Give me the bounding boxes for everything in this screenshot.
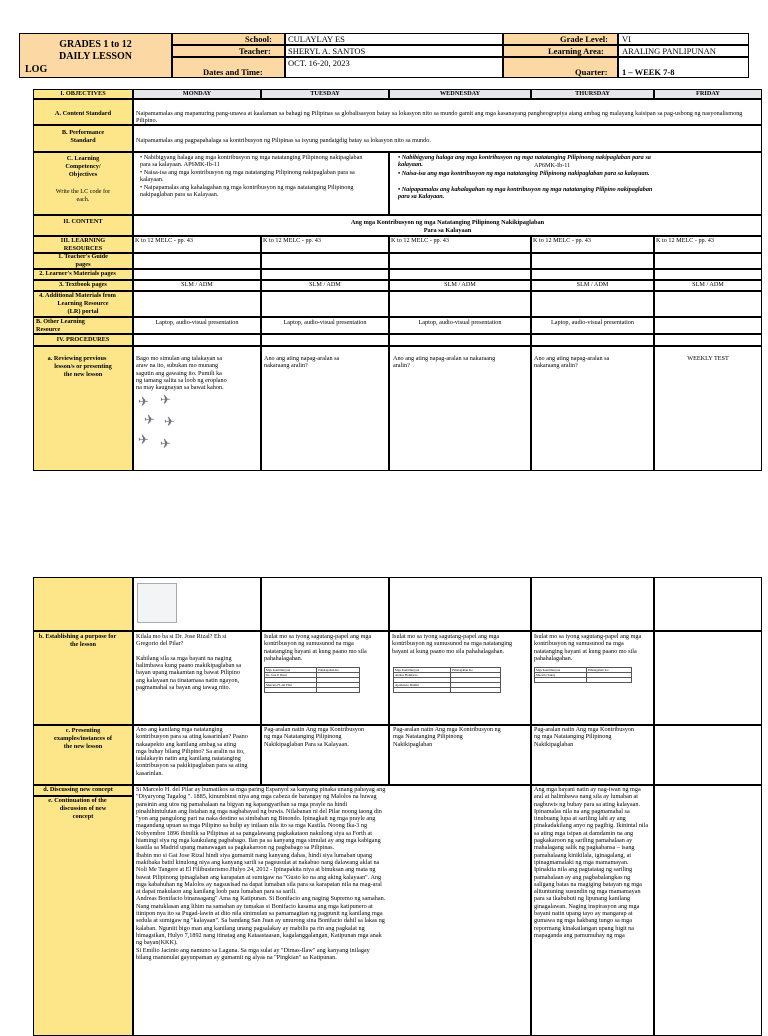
mini-head: Mga Kontribusyon <box>394 668 451 673</box>
school-value: CULAYLAY ES <box>288 34 345 44</box>
day-monday: MONDAY <box>182 90 212 97</box>
purpose-label-2: the lesson <box>69 641 97 648</box>
worksheet-thumbnail <box>137 583 177 623</box>
continued-thu-cell <box>531 577 654 631</box>
laptop-wed: Laptop, audio-visual presentation <box>418 319 502 326</box>
grade-value: VI <box>622 34 631 44</box>
tg-wed <box>389 253 531 269</box>
continuation-label-2: discussion of new <box>59 805 107 812</box>
purpose-wed: Isulat mo sa iyong sagutang-papel ang mga kontribusyon ng sumusunod na mga natatanging bayani at kung paano mo sila pahahalagahan. <box>392 633 513 655</box>
competency-left-1: • Nabibigyang halaga ang mga kontribusyon ng mga natatanging Pilipinong nakipaglaban para sa kalayaan. AP6MK-Ib-11 <box>140 154 363 169</box>
discussion-main: Si Marcelo H. del Pilar ay bumatikos sa mga paring Espanyol sa kanyang pinaka unang pahayag ang "Diyaryong Tagalog ". 1885, kinumbinsi niya ang mga cabeza de barangay ng Malolos na huwag pansinin ang utos ng pamahalaan na bigyan ng kapangyarihan sa mga prayle na hindi pinahihintulutan ang listahan ng mga nagbabayad ng buwis. Nilabanan ni del Pilar noong taong din "yon ang pangulong pari na naka destino sa simbahan ng Binondo. Ipinagkait ng mga prayle ang magandang upuan sa mga Pilipino sa hulip ay inilaan nila ito sa mga Kastila. Noong Ika-3 ng Nobyembre 1896 ibinilik sa Pilipinas at sa pangalawang pagkakataon nakulong siya sa Forth at hiamingi siya ng mga kaukulang pagbabago. Ilan pa sa kanyang mga simulat ay ang mga kabigang kastila sa Madrid upang manawagan sa pagkakaroon ng pagbabago sa Pilipinas. Ibabin mo si Gat Jose Rizal hindi siya gumamit nang kanyang dahas, hindi siya lumaban upang makibaka batid kinulong niya ang kanyang sarili sa pagsusulat at nakabuo nang dalawang aklat na Noli Me Tangere at El Filibusterismo.Hulyo 24, 2012 - Ipinapakita niya at binuksan ang mata ng bawat Pilipinong ipinaglaban ang karapatan at sumigaw na "Gusto ko na ang aking kalayaan". Ang mga kabahuhan ng Malolos ay nagsusisad na dapat lumaban sila para sa karapatan nila na mag-aral at dapat makulaon ang kanilang loob para lumaban para sa sarili. Andreas Bonifacio binansagang" Ama ng Katipunan. Si Bonifacio ang naging Supremo ng samahan. Nang matuklasan ang lihim na samahan ay tumakas si Bonifacio kasama ang mga katipunero at itinipon nya ito sa Pugad-lawin at dito nila sinimulan sa pamamagitan ng pagpunit ng kanilang mga sedula at sumigaw ng "kalayaan". Sa bandang San Juan ay umurong sina Bonifacio dahil sa lakas ng kalaban. Nguniit bigo man ang kanilang unang pagsalakay ay mabilis pa rin ang pagkalat ng himagsikan, Hulyo 7,1892 nang itinatag ang Kataastaasan, kagalanggalangan, Katipunan mga anak ng bayan(KKK). Si Emilio Jacinto ang namuno sa Laguna. Sa mga sulat ay "Dimas-Ilaw" ang kanyang inilagay bilang manunulat gayunpaman ay gumamit ng alyas na "Pingkian" sa Katipunan. <box>136 786 386 961</box>
laptop-tue: Laptop, audio-visual presentation <box>283 319 367 326</box>
competency-left-3: • Naipapamalas ang kahalagahan ng mga kontribusyon ng mga natatanging Pilipinong nakipaglaban para sa Kalayaan. <box>140 184 354 199</box>
purpose-fri-cell <box>654 631 762 725</box>
performance-text: Naipamamalas ang pagpapahalaga sa kontribusyon ng Pilipinas sa isyung pandaigdig batay sa lokasyon nito sa mundo. <box>136 137 431 144</box>
competency-right-2: • Naisa-isa ang mga kontribusyon ng mga natatanging Pilipinong nakipaglaban para sa kalayaan. <box>398 170 650 177</box>
content-line-2: Para sa Kalayaan <box>423 227 472 234</box>
content-standard-label: A. Content Standard <box>54 110 112 117</box>
continuation-label-3: concept <box>72 813 94 820</box>
discussion-thu: Ang mga bayani natin ay nag-iwan ng mga aral at halimbawa nang sila ay lumaban at nagbuwis ng buhay para sa ating kalayaan. Ipinamalas nila na ang pagmamahal sa tinubuang lupa at sariling lahi ay ang pinakadakilang anyo ng pagibig. Ikinintal nila sa ating mga isipan at damdamin na ang pagkakaroon ng sariling pamahalaan ay mahalagang salik ng pagkabansa – isang pamahalaang kinikilala, iginagalang, at ipinagmamalaki ng mga mamamayan. Ipinakita nila ang pagtatatag ng sariling pamahalaan ay ang pagbabalangkas ng saligang batas na magiging batayan ng mga alituntuning susundin ng mga mamamayan para sa ikabubuti ng lipunang kanilang ginagalawan. Naging inspirasyon ang mga bayani natin upang tayo ay mangarap at gumawa ng mga hakbang tungo sa mga repormang kinakailangan upang higit na mapaganda ang pamumuhay ng mga <box>534 786 649 939</box>
competency-right-code: AP6MK-Ib-11 <box>534 162 571 169</box>
reviewing-fri-cell <box>654 346 762 471</box>
content-label: II. CONTENT <box>63 218 103 225</box>
procedures-label: IV. PROCEDURES <box>56 336 110 343</box>
competency-label-4: Write the LC code for <box>55 188 111 195</box>
mini-head: Pahalagahan Ko <box>451 668 501 673</box>
dates-label: Dates and Time: <box>203 67 263 77</box>
mini-head: Mga Kontribusyon <box>535 668 587 673</box>
mini-head: Mga Kontribusyon <box>265 668 317 673</box>
lm-mon <box>133 269 261 280</box>
contribution-table-tue <box>264 667 360 693</box>
performance-label-1: B. Performance <box>61 129 105 136</box>
grade-value-cell <box>618 33 749 45</box>
reviewing-fri: WEEKLY TEST <box>687 355 729 362</box>
reviewing-label-1: a. Reviewing previous <box>47 355 107 362</box>
additional-label-2: Learning Resource <box>57 300 109 307</box>
area-label: Learning Area: <box>548 46 604 56</box>
additional-wed <box>389 291 531 317</box>
competency-label-3: Objectives <box>68 171 98 178</box>
additional-mon <box>133 291 261 317</box>
melc-tue: K to 12 MELC - pp. 43 <box>263 237 321 244</box>
procedures-wed <box>389 334 531 346</box>
purpose-mon: Kilala mo ba si Dr. Jose Rizal? Eh si Gregorio del Pilar? Kabilang sila sa mga bayani na naging halimbawa kung paano makikipaglaban sa bayan upang makamtan ng bawat Pilipino ang kalayaan na tinatamasa natin ngayon, pagmamahal sa bayan ang tawag nito. <box>136 633 242 692</box>
melc-mon: K to 12 MELC - pp. 43 <box>135 237 193 244</box>
mini-cell: Andres Bonifacio <box>394 673 451 678</box>
grade-label: Grade Level: <box>560 34 608 44</box>
performance-label-2: Standard <box>70 137 96 144</box>
presenting-label-1: c. Presenting <box>65 727 101 734</box>
airplane-icon: ✈ <box>160 436 171 451</box>
lm-wed <box>389 269 531 280</box>
objectives-label: I. OBJECTIVES <box>60 90 106 97</box>
day-friday: FRIDAY <box>696 90 720 97</box>
teacher-label: Teacher: <box>239 46 271 56</box>
content-standard-text: Naipamamalas ang mapanuring pang-unawa at kaalaman sa bahagi ng Pilipinas sa globalisasyon batay sa lokasyon nito sa mundo gamit ang mga kasanayang pangheograpiya atang ambag ng malayang kaisipan sa pag-usbong ng nasyonalismong Pilipino. <box>136 110 743 125</box>
dates-value: OCT. 16-20, 2023 <box>288 58 350 68</box>
competency-left-2: • Naisa-isa ang mga kontribusyon ng mga natatanging Pilipinong nakipaglaban para sa kalayaan. <box>140 169 355 184</box>
contribution-table-thu <box>534 667 632 683</box>
presenting-thu: Pag-aralan natin Ang mga Kontribusyon ng mga Natatanging Pilipinong Nakikipaglaban <box>534 726 635 748</box>
reviewing-wed: Ano ang ating napag-aralan sa nakaraang aralin? <box>393 355 496 370</box>
continued-fri-cell <box>654 577 762 631</box>
additional-tue <box>261 291 389 317</box>
continued-label-cell <box>33 577 133 631</box>
discussing-label: d. Discussing new concept <box>43 786 113 793</box>
presenting-label-3: the new lesson <box>63 743 103 750</box>
competency-label-2: Competency/ <box>65 163 101 170</box>
laptop-thu: Laptop, audio-visual presentation <box>551 319 634 326</box>
school-label: School: <box>245 34 272 44</box>
laptop-fri-cell <box>654 317 762 334</box>
resources-label-1: III. LEARNING <box>60 237 106 244</box>
area-value: ARALING PANLIPUNAN <box>622 46 716 56</box>
tg-fri <box>654 253 762 269</box>
presenting-wed: Pag-aralan natin Ang mga Kontribusyon ng mga Natatanging Pilipinong Nakikipaglaban <box>393 726 501 748</box>
additional-thu <box>531 291 654 317</box>
slm-fri: SLM / ADM <box>692 281 724 288</box>
other-label-1: B. Other Learning <box>36 318 85 325</box>
procedures-tue <box>261 334 389 346</box>
presenting-label-2: examples/instances of <box>54 735 112 742</box>
presenting-mon: Ano ang kanilang mga natatanging kontribusyon para sa ating kasarinlan? Paano nakaapekto ang kanilang ambag sa ating mga buhay bilang Pilipino? Sa aralin na ito, tatalakayin natin ang kanilang natatanging kontribusyon sa pakikipaglaban para sa ating kasarinlan. <box>136 726 248 777</box>
laptop-mon: Laptop, audio-visual presentation <box>155 319 239 326</box>
mini-cell: Dr. Jose P. Rizal <box>265 673 317 678</box>
continuation-label-cell <box>33 796 133 1036</box>
reviewing-thu: Ano ang ating napag-aralan sa nakaraang aralin? <box>534 355 610 370</box>
tg-label-2: pages <box>75 261 91 268</box>
purpose-label-1: b. Establishing a purpose for <box>38 633 117 640</box>
resources-label-2: RESOURCES <box>63 245 103 252</box>
airplane-activity-image <box>136 392 196 460</box>
mini-cell: Marcelo H. del Pilar <box>265 683 317 688</box>
additional-label-3: (LR) portal <box>67 308 99 315</box>
lm-label: 2. Learner's Materials pages <box>39 270 116 277</box>
melc-thu: K to 12 MELC - pp. 43 <box>533 237 591 244</box>
day-thursday: THURSDAY <box>575 90 610 97</box>
slm-thu: SLM / ADM <box>576 281 609 288</box>
procedures-thu <box>531 334 654 346</box>
purpose-thu: Isulat mo sa iyong sagutang-papel ang mga kontribusyon ng sumusunod na mga natatanging bayani at kung paano mo sila pahahalagahan. <box>534 633 642 662</box>
mini-head: Pahalagahan Ko <box>586 668 631 673</box>
presenting-tue: Pag-aralan natin Ang mga Kontribusyon ng mga Natatanging Pilipinong Nakikipaglaban Para sa Kalayaan. <box>264 726 365 748</box>
airplane-icon: ✈ <box>160 392 171 407</box>
airplane-icon: ✈ <box>144 412 155 427</box>
additional-fri <box>654 291 762 317</box>
teacher-value: SHERYL A. SANTOS <box>288 46 366 56</box>
reviewing-label-3: the new lesson <box>63 371 103 378</box>
slm-wed: SLM / ADM <box>444 281 476 288</box>
reviewing-tue: Ano ang ating napag-aralan sa nakaraang aralin? <box>264 355 340 370</box>
melc-fri: K to 12 MELC - pp. 43 <box>656 237 714 244</box>
textbook-label: 3. Textbook pages <box>59 281 107 288</box>
content-line-1: Ang mga Kontribusyon ng mga Natatanging Pilipinong Nakikipaglaban <box>350 219 545 226</box>
quarter-label: Quarter: <box>575 67 608 77</box>
lm-thu <box>531 269 654 280</box>
other-label-2: Resource <box>36 326 61 333</box>
lm-fri <box>654 269 762 280</box>
slm-tue: SLM / ADM <box>309 281 341 288</box>
reviewing-label-2: lesson/s or presenting <box>54 363 112 370</box>
continued-tue-cell <box>261 577 389 631</box>
continuation-label-1: e. Continuation of the <box>48 797 107 804</box>
dll-title-line1: GRADES 1 to 12 <box>59 39 132 50</box>
airplane-icon: ✈ <box>138 432 149 447</box>
dll-title-line2: DAILY LESSON <box>59 51 132 62</box>
tg-thu <box>531 253 654 269</box>
reviewing-mon: Bago mo simulan ang talakayan sa araw na ito, subukan mo munang sagutin ang gawaing ito. Pumili ka ng tamang salita sa loob ng eroplano na may kaugnayan sa bawat kahon. <box>136 355 227 392</box>
dll-title-line3: LOG <box>25 64 48 75</box>
competency-label-1: C. Learning <box>66 155 100 162</box>
mini-cell: Macario Sakay <box>535 673 587 678</box>
mini-cell: Apolinario Mabini <box>394 683 451 688</box>
purpose-tue: Isulat mo sa iyong sagutang-papel ang mga kontribusyon ng sumusunod na mga natatanging bayani at kung paano mo sila pahahalagahan. <box>264 633 372 662</box>
additional-label-1: 4. Additional Materials from <box>39 292 116 299</box>
continued-wed-cell <box>389 577 531 631</box>
competency-label-5: each. <box>76 196 90 203</box>
melc-wed: K to 12 MELC - pp. 43 <box>391 237 449 244</box>
presenting-fri-cell <box>654 725 762 785</box>
airplane-icon: ✈ <box>164 414 175 429</box>
procedures-mon <box>133 334 261 346</box>
contribution-table-wed <box>393 667 501 693</box>
procedures-fri <box>654 334 762 346</box>
day-wednesday: WEDNESDAY <box>439 90 481 97</box>
tg-tue <box>261 253 389 269</box>
tg-label-1: 1. Teacher's Guide <box>58 253 108 260</box>
day-tuesday: TUESDAY <box>310 90 340 97</box>
slm-mon: SLM / ADM <box>181 281 213 288</box>
competency-right-3: • Naipapamalas ang kahalagahan ng mga kontribusyon ng mga natatanging Pilipino nakipaglaban para sa Kalayaan. <box>398 186 653 201</box>
tg-mon <box>133 253 261 269</box>
lm-tue <box>261 269 389 280</box>
competency-right-1: • Nabibigyang halaga ang mga kontribusyon ng mga natatanging Pilipinong nakipaglaban para sa kalayaan. <box>398 154 651 169</box>
discussion-fri-cell <box>654 785 762 1036</box>
airplane-icon: ✈ <box>138 394 149 409</box>
mini-head: Pahalagahan Ko <box>317 668 360 673</box>
quarter-value: 1 – WEEK 7-8 <box>622 67 675 77</box>
